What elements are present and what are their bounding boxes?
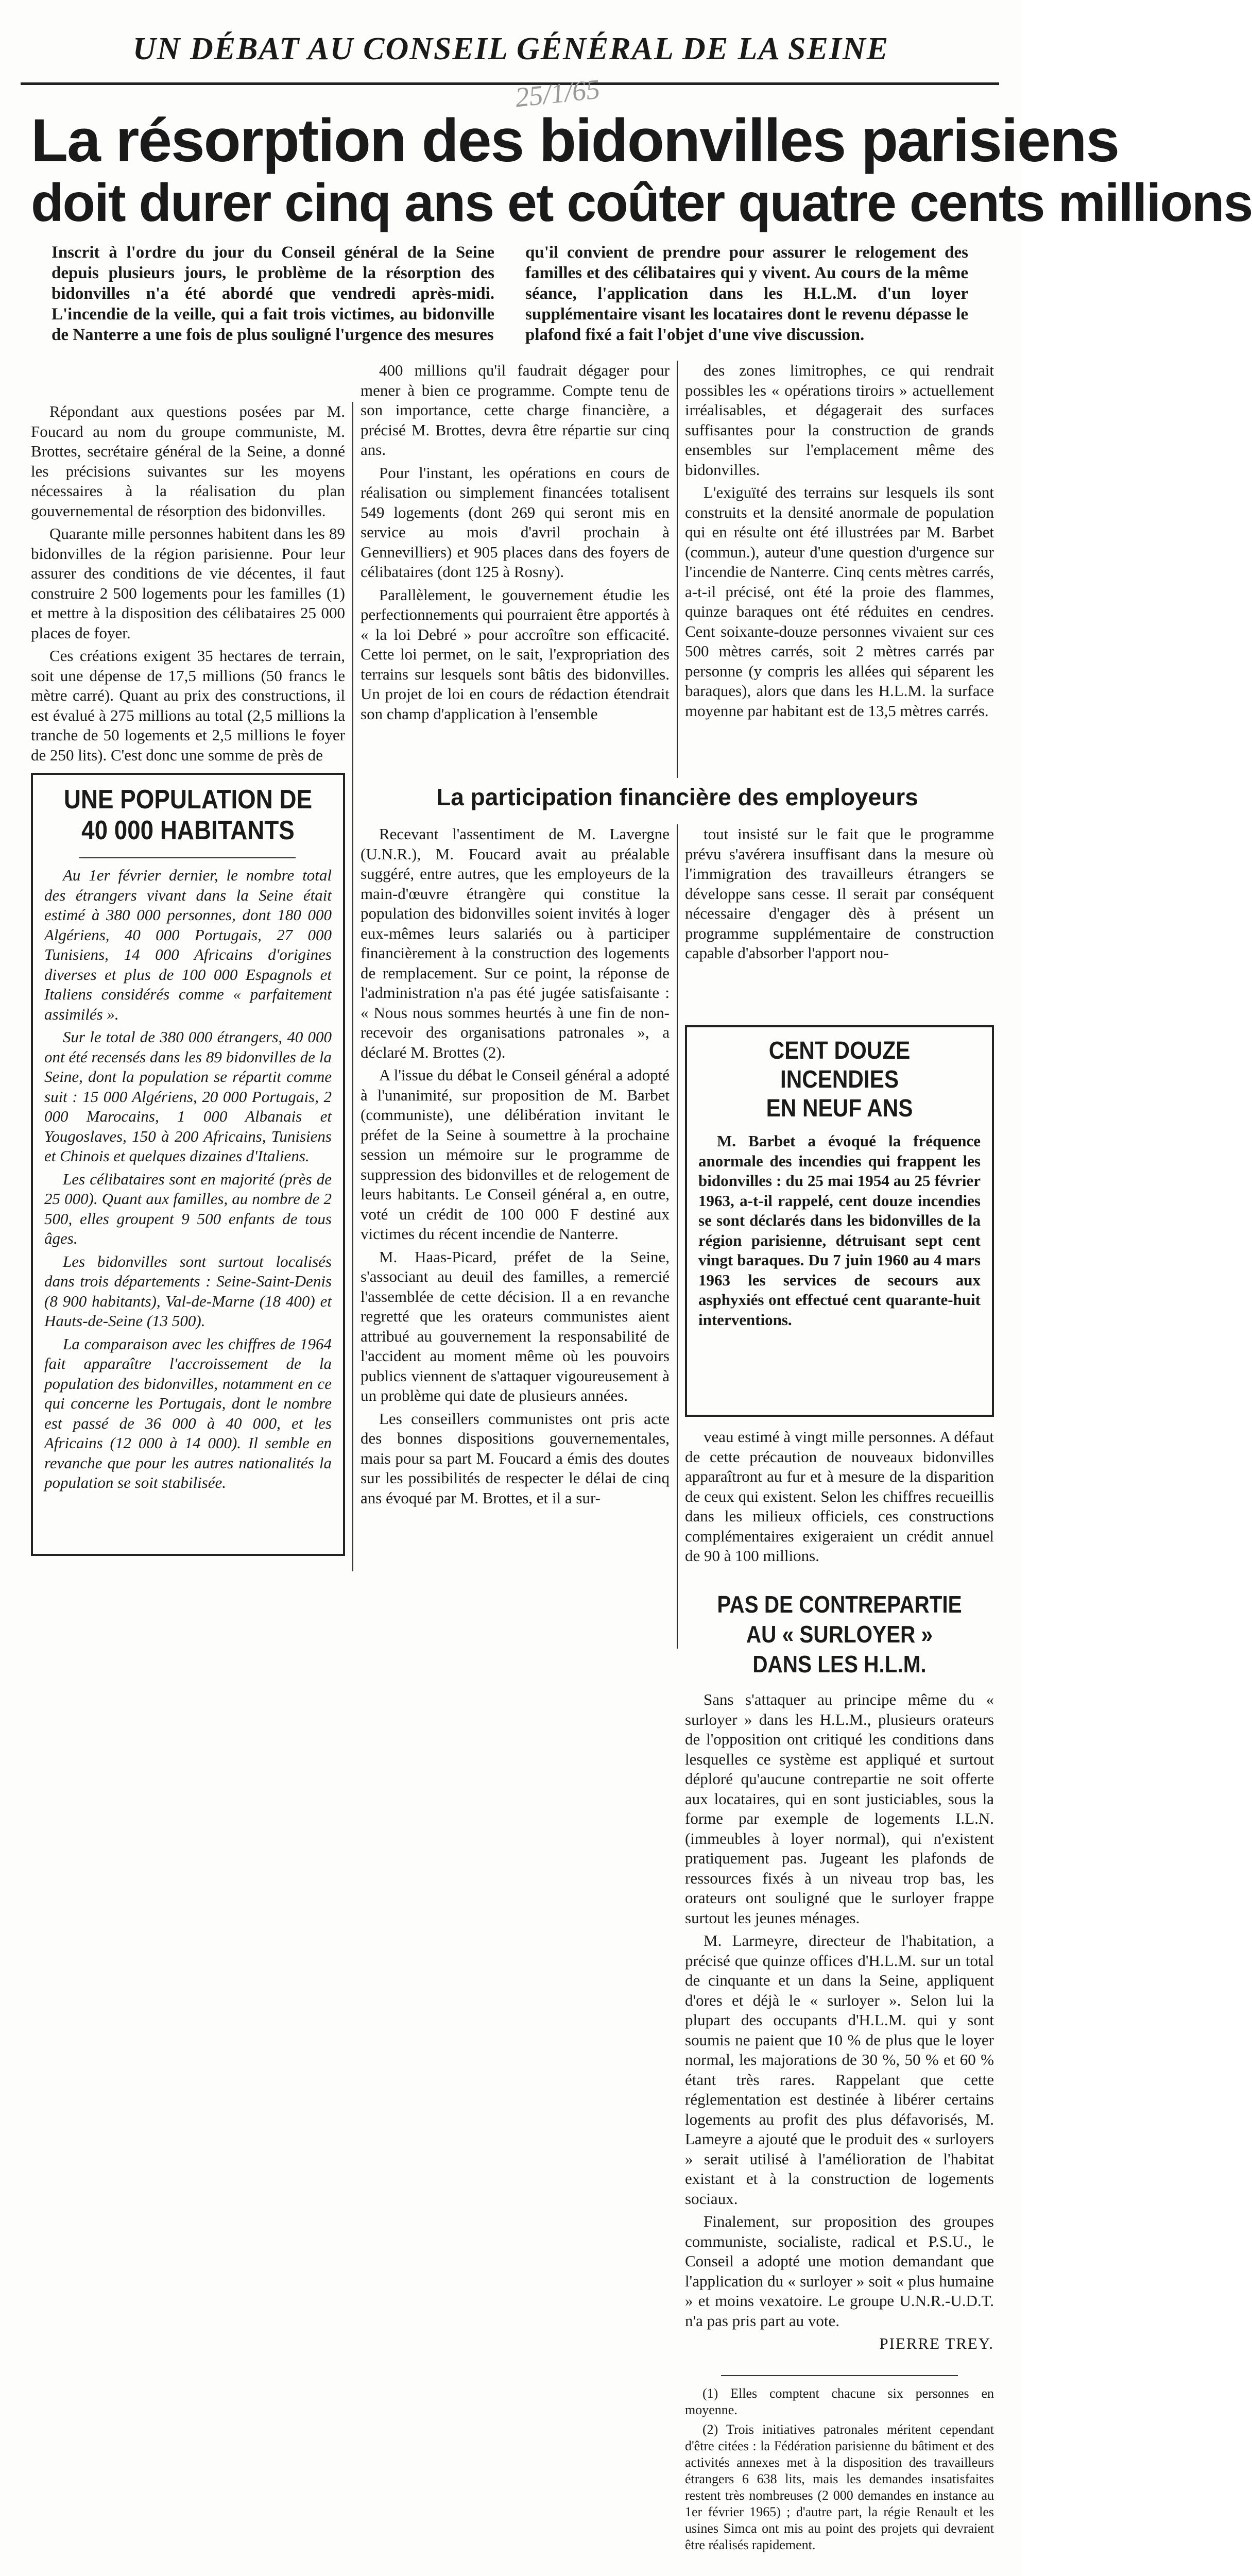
column-divider <box>352 402 353 1571</box>
column-1-text <box>31 402 345 762</box>
paragraph: Sur le total de 380 000 étrangers, 40 000 ont été recensés dans les 89 bidonvilles de la Seine, dont la population se répartit comme suit : 15 000 Algériens, 20 000 Portugais, 2 000 Marocains, 1 000 Albanais et Yougoslaves, 150 à 200 Africains, Tunisiens et Chinois et quelques dizaines d'Italiens. <box>44 1028 332 1165</box>
paragraph: des zones limitrophes, ce qui rendrait possibles les « opérations tiroirs » actuellement irréalisables, et dégagerait des surfaces suffisantes pour la construction de grands ensembles sur l'emplacement même des bidonvilles. <box>685 361 994 479</box>
paragraph: Pour l'instant, les opérations en cours de réalisation ou simplement financées totalisent 549 logements (dont 269 qui seront mis en service au mois d'avril prochain à Gennevilliers) et 905 places dans des foyers de célibataires (dont 125 à Rosny). <box>361 463 670 581</box>
column-3-middle <box>685 1427 994 1582</box>
kicker: UN DÉBAT AU CONSEIL GÉNÉRAL DE LA SEINE <box>132 31 889 66</box>
column-2-text <box>361 361 670 778</box>
participation-column-3 <box>685 824 994 1015</box>
paragraph: La comparaison avec les chiffres de 1964 fait apparaître l'accroissement de la population des bidonvilles, notamment en ce qui concerne les Portugais, dont le nombre est passé de 36 000 à 40 000, et les Africains (12 000 à 14 000). Il semble en revanche que pour les autres nationalités la population se soit stabilisée. <box>44 1334 332 1492</box>
headline-line-1: La résorption des bidonvilles parisiens <box>31 107 1119 175</box>
paragraph: veau estimé à vingt mille personnes. A défaut de cette précaution de nouveaux bidonvilles apparaîtront au fur et à mesure de la disparition de ceux qui existent. Selon les chiffres recueillis dans les milieux officiels, ces constructions complémentaires exigeraient un crédit annuel de 90 à 100 millions. <box>685 1428 994 1565</box>
paragraph: Sans s'attaquer au principe même du « surloyer » dans les H.L.M., plusieurs orateurs de l'opposition ont critiqué les conditions dans lesquelles ce système est appliqué et surtout déploré qu'aucune contrepartie ne soit offerte aux locataires, qui en sont justiciables, sous la forme par exemple de logements I.L.N. (immeubles à loyer normal), qui n'existent pratiquement pas. Jugeant les plafonds de ressources fixés à un niveau trop bas, les orateurs ont souligné que le surloyer frappe surtout les jeunes ménages. <box>685 1690 994 1927</box>
column-3-text <box>685 361 994 778</box>
headline-line-2: doit durer cinq ans et coûter quatre cents millions <box>31 173 1252 233</box>
surloyer-heading <box>685 1589 994 1679</box>
incendies-box-title-1: CENT DOUZE INCENDIES <box>768 1037 911 1093</box>
paragraph: M. Larmeyre, directeur de l'habitation, a précisé que quinze offices d'H.L.M. sur un total de cinquante et un dans la Seine, appliquent d'ores et déjà le « surloyer ». Selon lui la plupart des occupants d'H.L.M. qui y sont soumis ne paient que 10 % de plus que le loyer normal, les majorations de 30 %, 50 % et 60 % étant très rares. Rappelant que cette réglementation est destinée à libérer certains logements au profit des plus défavorisés, M. Lameyre a ajouté que le produit des « surloyers » serait utilisé à l'amélioration de l'habitat existant et à la construction de logements sociaux. <box>685 1931 994 2208</box>
incendies-box-title-2: EN NEUF ANS <box>766 1095 913 1122</box>
paragraph: Ces créations exigent 35 hectares de terrain, soit une dépense de 17,5 millions (50 francs le mètre carré). Quant au prix des constructions, il est évalué à 275 millions au total (2,5 millions la tranche de 50 logements et 2,5 millions le foyer de 250 lits). C'est donc une somme de près de <box>31 647 345 764</box>
paragraph: 400 millions qu'il faudrait dégager pour mener à bien ce programme. Compte tenu de son importance, cette charge financière, a précisé M. Brottes, devra être répartie sur cinq ans. <box>361 361 670 459</box>
column-divider <box>677 824 678 1649</box>
paragraph: Quarante mille personnes habitent dans les 89 bidonvilles de la région parisienne. Pour leur assurer des conditions de vie décentes, il faut construire 2 500 logements pour les familles (1) et mettre à la disposition des célibataires 25 000 places de foyer. <box>31 524 345 642</box>
date-stamp: 25/1/65 <box>513 73 602 113</box>
paragraph: Répondant aux questions posées par M. Foucard au nom du groupe communiste, M. Brottes, secrétaire général de la Seine, a donné les précisions suivantes sur les moyens nécessaires à la réalisation du plan gouvernemental de résorption des bidonvilles. <box>31 402 345 520</box>
author-signature: PIERRE TREY. <box>879 2334 994 2352</box>
participation-heading: La participation financière des employeurs <box>436 784 918 810</box>
incendies-box <box>685 1025 994 1417</box>
incendies-box-text: M. Barbet a évoqué la fréquence anormale des incendies qui frappent les bidonvilles : du 25 mai 1954 au 25 février 1963, a-t-il rappelé, cent douze incendies se sont déclarés dans les bidonvilles de la région parisienne, détruisant sept cent vingt baraques. Du 7 juin 1960 au 4 mars 1963 les services de secours aux asphyxiés ont effectué cent quarante-huit interventions. <box>698 1132 981 1329</box>
paragraph: tout insisté sur le fait que le programme prévu s'avérera insuffisant dans la mesure où l'immigration des travailleurs étrangers se développe sans cesse. Il serait par conséquent nécessaire d'engager dès à présent un programme supplémentaire de construction capable d'absorber l'apport nou- <box>685 825 994 962</box>
population-box-title: UNE POPULATION DE 40 000 HABITANTS <box>63 785 313 845</box>
top-rule <box>21 82 999 85</box>
footnotes <box>685 2385 994 2576</box>
population-box-text <box>44 866 332 1520</box>
footnote: (2) Trois initiatives patronales méritent cependant d'être citées : la Fédération parisienne du bâtiment et des activités annexes met à la disposition des travailleurs étrangers 6 638 lits, mais les demandes insatisfaites restent très nombreuses (2 000 demandes en instance au 1er février 1965) ; d'autre part, la régie Renault et les usines Simca ont mis au point des projets qui devraient être réalisés rapidement. <box>685 2422 994 2552</box>
paragraph: A l'issue du débat le Conseil général a adopté à l'unanimité, sur proposition de M. Barbet (communiste), une délibération invitant le préfet de la Seine à soumettre à la prochaine session un mémoire sur le programme de suppression des bidonvilles et de relogement de leurs habitants. Le Conseil général a, en outre, voté un crédit de 100 000 F destiné aux victimes du récent incendie de Nanterre. <box>361 1066 670 1243</box>
lead-left: Inscrit à l'ordre du jour du Conseil général de la Seine depuis plusieurs jours, le problème de la résorption des bidonvilles n'a été abordé que vendredi après-midi. L'incendie de la veille, qui a fait trois victimes, au bidonville de Nanterre a une fois de plus souligné l'urgence des mesures <box>52 243 494 344</box>
population-box <box>31 773 345 1556</box>
paragraph: Les conseillers communistes ont pris acte des bonnes dispositions gouvernementales, mais pour sa part M. Foucard a émis des doutes sur les possibilités de respecter le délai de cinq ans évoqué par M. Brottes, et il a sur- <box>361 1409 670 1507</box>
paragraph: Parallèlement, le gouvernement étudie les perfectionnements qui pourraient être apportés à « la loi Debré » pour accroître son efficacité. Cette loi permet, on le sait, l'expropriation des terrains sur lesquels sont bâtis des bidonvilles. Un projet de loi en cours de rédaction étendrait son champ d'application à l'ensemble <box>361 585 670 723</box>
paragraph: Finalement, sur proposition des groupes communiste, socialiste, radical et P.S.U., le Conseil a adopté une motion demandant que l'application du « surloyer » soit « plus humaine » et moins vexatoire. Le groupe U.N.R.-U.D.T. n'a pas pris part au vote. <box>685 2212 994 2330</box>
surloyer-title-2: AU « SURLOYER » <box>746 1621 933 1648</box>
participation-column-2 <box>361 824 670 1649</box>
paragraph: Les bidonvilles sont surtout localisés dans trois départements : Seine-Saint-Denis (8 900 habitants), Val-de-Marne (18 400) et Hauts-de-Seine (13 500). <box>44 1252 332 1330</box>
surloyer-title-1: PAS DE CONTREPARTIE <box>717 1591 962 1618</box>
lead-right: qu'il convient de prendre pour assurer le relogement des familles et des célibataires qui y vivent. Au cours de la même séance, l'application dans les H.L.M. d'un loyer supplémentaire visant les locataires dont le revenu dépasse le plafond fixé a fait l'objet d'une vive discussion. <box>525 243 968 344</box>
surloyer-text <box>685 1690 994 2365</box>
surloyer-title-3: DANS LES H.L.M. <box>752 1651 927 1677</box>
paragraph: Recevant l'assentiment de M. Lavergne (U.N.R.), M. Foucard avait au préalable suggéré, entre autres, que les employeurs de la main-d'œuvre étrangère qui constitue la population des bidonvilles soient invités à loger eux-mêmes leurs salariés ou à participer financièrement à la construction des logements de remplacement. Sur ce point, la réponse de l'administration n'a pas été jugée satisfaisante : « Nous nous sommes heurtés à une fin de non-recevoir des organisations patronales », a déclaré M. Brottes (2). <box>361 825 670 1061</box>
paragraph: Les célibataires sont en majorité (près de 25 000). Quant aux familles, au nombre de 2 500, elles groupent 9 500 enfants de tous âges. <box>44 1170 332 1247</box>
divider <box>79 857 296 858</box>
paragraph: M. Haas-Picard, préfet de la Seine, s'associant au deuil des familles, a remercié l'assemblée de cette décision. Il a en revanche regretté que les orateurs communistes aient attribué au gouvernement la responsabilité de l'accident au moment même où les pouvoirs publics viennent de s'attaquer vigoureusement à un problème qui date de plusieurs années. <box>361 1247 670 1404</box>
column-divider <box>677 361 678 778</box>
paragraph: L'exiguïté des terrains sur lesquels ils sont construits et la densité anormale de population qui en résulte ont été illustrées par M. Barbet (commun.), auteur d'une question d'urgence sur l'incendie de Nanterre. Cinq cents mètres carrés, a-t-il précisé, ont été la proie des flammes, quinze baraques ont été réduites en cendres. Cent soixante-douze personnes vivaient sur ces 500 mètres carrés, soit 2 mètres carrés par personne (y compris les allées qui séparent les baraques), alors que dans les H.L.M. la surface moyenne par habitant est de 13,5 mètres carrés. <box>685 483 994 720</box>
footnote: (1) Elles comptent chacune six personnes en moyenne. <box>685 2386 994 2417</box>
paragraph: Au 1er février dernier, le nombre total des étrangers vivant dans la Seine était estimé à 380 000 personnes, dont 180 000 Algériens, 40 000 Portugais, 27 000 Tunisiens, 14 000 Africains d'origines diverses et plus de 100 000 Espagnols et Italiens considérés comme « parfaitement assimilés ». <box>44 866 332 1023</box>
footnote-rule <box>721 2375 958 2376</box>
